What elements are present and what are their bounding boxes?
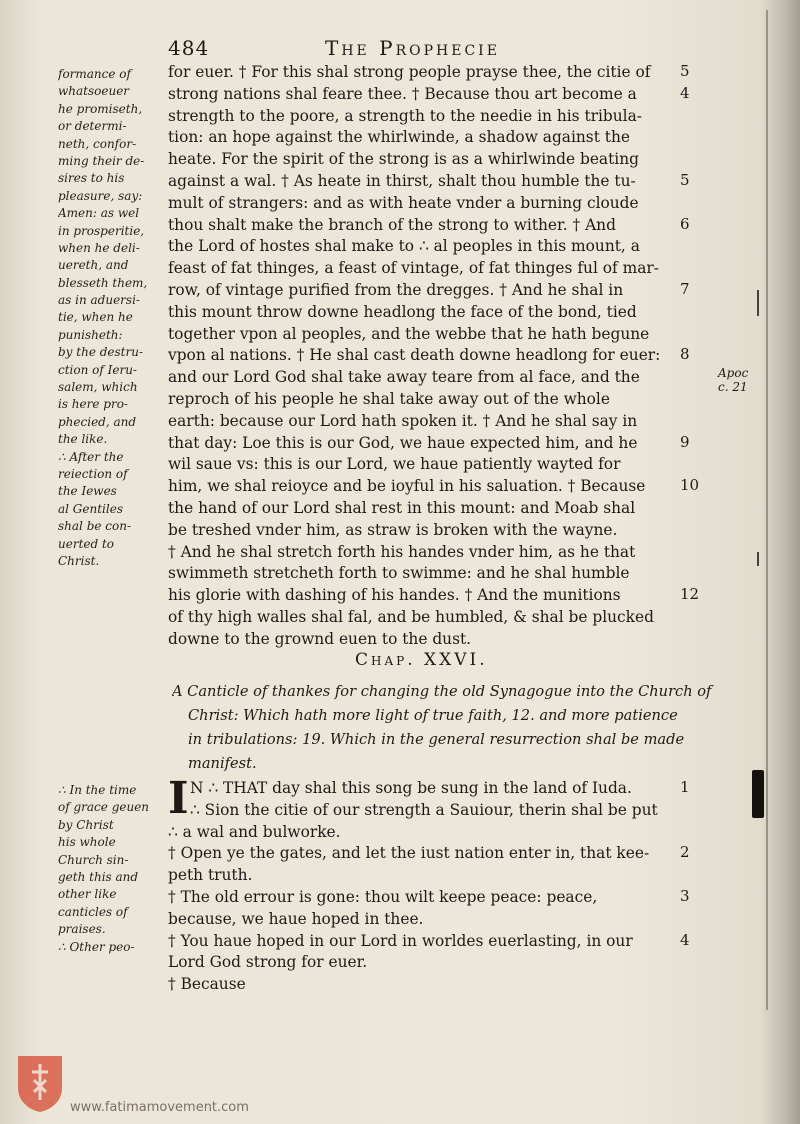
fatima-movement-logo-icon <box>14 1052 66 1114</box>
text-line: wil saue vs: this is our Lord, we haue patiently wayted for <box>168 455 621 474</box>
text-line: ∴ Other peo- <box>58 939 135 954</box>
text-line: peth truth. <box>168 866 253 885</box>
text-line: for euer. † For this shal strong people prayse thee, the citie of <box>168 63 651 81</box>
text-line: of grace geuen <box>58 800 150 815</box>
text-line: as in aduersi- <box>58 293 140 308</box>
text-line: ∴ After the <box>58 449 124 464</box>
text-line: neth, confor- <box>58 136 137 151</box>
text-line: N ∴ THAT day shal this song be sung in the land of Iuda. <box>190 779 632 797</box>
text-line: canticles of <box>58 904 128 919</box>
text-line: in tribulations: 19. Which in the general resurrection shal be made <box>188 731 685 748</box>
text-line: because, we haue hoped in thee. <box>168 909 424 928</box>
text-line: † Because <box>168 975 246 994</box>
main-text-bottom <box>168 773 718 996</box>
text-line: by the destru- <box>58 345 144 360</box>
margin-notes-top <box>58 66 162 570</box>
text-line: the hand of our Lord shal rest in this mount: and Moab shal <box>168 498 636 517</box>
text-line: strength to the poore, a strength to the needie in his tribula- <box>168 106 642 125</box>
text-line: of thy high walles shal fal, and be humbled, & shal be plucked <box>168 607 654 626</box>
verse-number: 8 <box>680 345 690 364</box>
text-line: tion: an hope against the whirlwinde, a shadow against the <box>168 128 630 147</box>
text-line: † You haue hoped in our Lord in worldes euerlasting, in our <box>168 931 633 950</box>
text-line: manifest. <box>188 755 257 772</box>
text-line: formance of <box>58 67 131 81</box>
text-line: earth: because our Lord hath spoken it. † And he shal say in <box>168 411 638 430</box>
text-line: row, of vintage purified from the dregges. † And he shal in <box>168 280 624 299</box>
text-line: or determi- <box>58 119 127 134</box>
binding-edge <box>766 10 768 1010</box>
text-line: him, we shal reioyce and be ioyful in his saluation. † Because <box>168 477 646 496</box>
text-line: be treshed vnder him, as straw is broken with the wayne. <box>168 520 618 539</box>
cross-reference-note <box>718 366 762 394</box>
text-line: Church sin- <box>58 852 129 867</box>
cross-reference-line: Apoc <box>718 366 749 380</box>
text-line: ∴ In the time <box>58 783 137 797</box>
text-line: praises. <box>58 922 106 937</box>
text-line: his whole <box>58 835 116 850</box>
text-line: his glorie with dashing of his handes. † And the munitions <box>168 586 621 605</box>
footer-url: www.fatimamovement.com <box>70 1100 249 1115</box>
text-line: salem, which <box>58 380 138 395</box>
drop-cap: I <box>168 773 189 824</box>
text-line: whatsoeuer <box>58 84 130 99</box>
text-line: he promiseth, <box>58 101 143 116</box>
text-line: phecied, and <box>58 414 137 429</box>
text-line: al Gentiles <box>58 501 123 516</box>
text-line: blesseth them, <box>58 275 148 290</box>
margin-mark <box>757 290 759 316</box>
text-line: † The old errour is gone: thou wilt keepe peace: peace, <box>168 887 598 906</box>
text-line: punisheth: <box>58 327 123 342</box>
text-line: geth this and <box>58 869 139 884</box>
text-line: together vpon al peoples, and the webbe that he hath begune <box>168 324 650 343</box>
running-head: The Prophecie <box>325 36 500 60</box>
text-line: by Christ <box>58 817 114 832</box>
verse-number: 7 <box>680 280 690 298</box>
page-header <box>0 36 800 62</box>
text-line: that day: Loe this is our God, we haue expected him, and he <box>168 433 638 452</box>
text-line: ∴ Sion the citie of our strength a Sauiour, therin shal be put <box>190 800 658 819</box>
verse-number: 3 <box>680 887 690 905</box>
chapter-argument <box>172 680 732 776</box>
verse-number: 2 <box>680 843 690 862</box>
ink-blot <box>752 770 764 818</box>
text-line: pleasure, say: <box>58 188 143 203</box>
text-line: swimmeth stretcheth forth to swimme: and he shal humble <box>168 564 630 583</box>
verse-number: 5 <box>680 171 690 189</box>
text-line: sires to his <box>58 171 125 186</box>
text-line: ction of Ieru- <box>58 362 137 377</box>
text-line: in prosperitie, <box>58 223 145 238</box>
text-line: is here pro- <box>58 397 128 412</box>
cross-reference-line: c. 21 <box>718 380 748 394</box>
text-line: and our Lord God shal take away teare from al face, and the <box>168 368 640 387</box>
text-line: feast of fat thinges, a feast of vintage, of fat thinges ful of mar- <box>168 259 659 278</box>
text-line: † Open ye the gates, and let the iust nation enter in, that kee- <box>168 844 650 863</box>
text-line: Christ: Which hath more light of true faith, 12. and more patience <box>188 707 678 724</box>
text-line: ∴ a wal and bulworke. <box>168 822 341 841</box>
text-line: † And he shal stretch forth his handes vnder him, as he that <box>168 542 636 561</box>
verse-number: 6 <box>680 214 690 233</box>
text-line: tie, when he <box>58 310 133 325</box>
text-line: Amen: as wel <box>58 206 140 221</box>
main-text-top <box>168 62 718 651</box>
verse-number: 9 <box>680 432 690 451</box>
text-line: the Lord of hostes shal make to ∴ al peoples in this mount, a <box>168 237 640 256</box>
text-line: the like. <box>58 432 108 447</box>
verse-number: 1 <box>680 778 690 796</box>
text-line: Lord God strong for euer. <box>168 953 368 972</box>
text-line: downe to the grownd euen to the dust. <box>168 629 472 648</box>
margin-notes-bottom <box>58 782 162 956</box>
verse-number: 12 <box>680 585 700 604</box>
text-line: strong nations shal feare thee. † Because thou art become a <box>168 84 637 103</box>
text-line: Christ. <box>58 553 100 568</box>
text-line: ming their de- <box>58 153 145 168</box>
verse-number: 4 <box>680 83 690 102</box>
text-line: vpon al nations. † He shal cast death downe headlong for euer: <box>168 346 661 365</box>
text-line: A Canticle of thankes for changing the old Synagogue into the Church of <box>172 683 712 700</box>
text-line: this mount throw downe headlong the face of the bond, tied <box>168 302 637 321</box>
page-number: 484 <box>168 36 210 60</box>
chapter-title: Chap. XXVI. <box>355 650 488 670</box>
text-line: against a wal. † As heate in thirst, shalt thou humble the tu- <box>168 171 636 190</box>
text-line: reiection of <box>58 466 128 481</box>
verse-number: 5 <box>680 62 690 80</box>
text-line: thou shalt make the branch of the strong to wither. † And <box>168 215 616 234</box>
text-line: the Iewes <box>58 484 117 499</box>
text-line: when he deli- <box>58 240 140 255</box>
text-line: reproch of his people he shal take away out of the whole <box>168 389 610 408</box>
text-line: mult of strangers: and as with heate vnder a burning cloude <box>168 193 639 212</box>
text-line: heate. For the spirit of the strong is as a whirlwinde beating <box>168 150 639 169</box>
margin-mark <box>757 552 759 566</box>
verse-number: 10 <box>680 476 700 495</box>
text-line: uereth, and <box>58 258 129 273</box>
text-line: shal be con- <box>58 519 132 534</box>
text-line: other like <box>58 887 117 902</box>
text-line: uerted to <box>58 536 115 551</box>
verse-number: 4 <box>680 930 690 949</box>
